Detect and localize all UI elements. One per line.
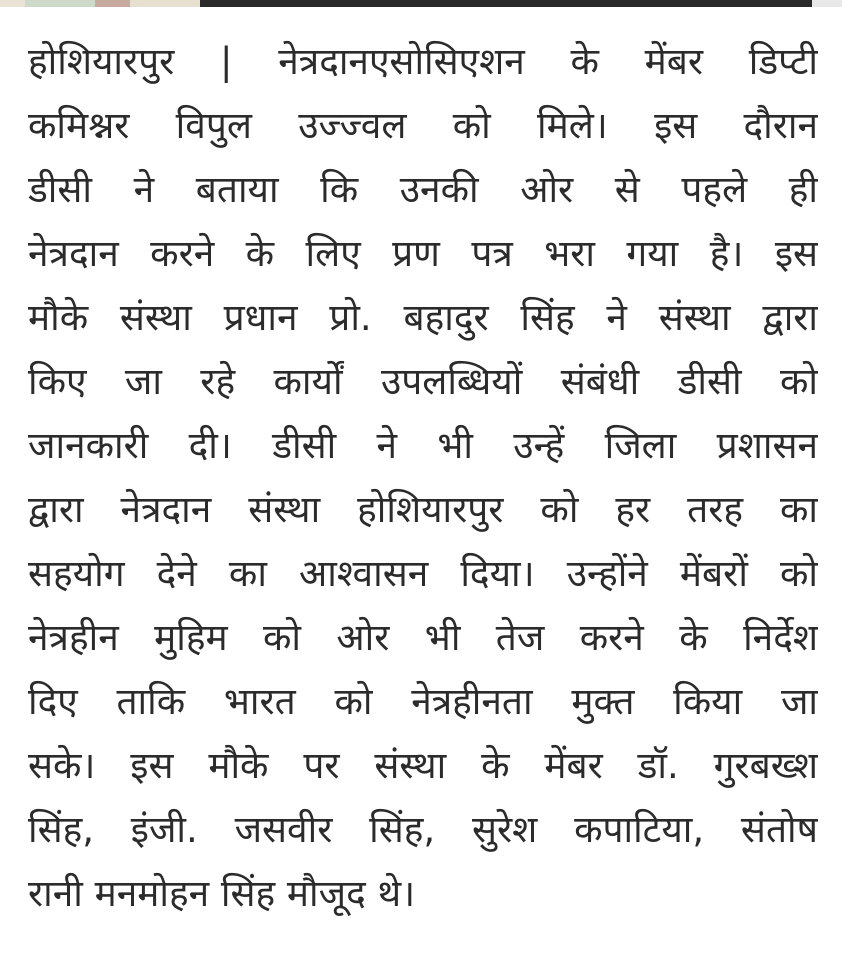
article-line: जानकारी दी। डीसी ने भी उन्हें जिला प्रशासन bbox=[28, 424, 818, 467]
article-line-last: रानी मनमोहन सिंह मौजूद थे। bbox=[28, 872, 416, 915]
top-edge-segment bbox=[200, 0, 812, 7]
article-line: द्वारा नेत्रदान संस्था होशियारपुर को हर तरह का bbox=[28, 488, 818, 531]
top-edge-segment bbox=[0, 0, 25, 7]
top-edge-segment bbox=[130, 0, 200, 7]
article-line: सके। इस मौके पर संस्था के मेंबर डॉ. गुरबख्श bbox=[28, 744, 818, 787]
article-line: मौके संस्था प्रधान प्रो. बहादुर सिंह ने संस्था द्वारा bbox=[28, 296, 818, 339]
article-line: नेत्रहीन मुहिम को ओर भी तेज करने के निर्देश bbox=[28, 616, 818, 659]
article-line: दिए ताकि भारत को नेत्रहीनता मुक्त किया जा bbox=[28, 680, 818, 723]
article-line: नेत्रदान करने के लिए प्रण पत्र भरा गया है। इस bbox=[28, 232, 818, 275]
article-line: सिंह, इंजी. जसवीर सिंह, सुरेश कपाटिया, संतोष bbox=[28, 808, 818, 851]
article-line: कमिश्नर विपुल उज्ज्वल को मिले। इस दौरान bbox=[28, 104, 818, 147]
news-article-body bbox=[28, 30, 818, 926]
top-edge-segment bbox=[812, 0, 842, 7]
newspaper-top-edge-strip bbox=[0, 0, 842, 7]
article-line: डीसी ने बताया कि उनकी ओर से पहले ही bbox=[28, 168, 818, 211]
top-edge-segment bbox=[95, 0, 130, 7]
article-line: होशियारपुर | नेत्रदानएसोसिएशन के मेंबर डिप्टी bbox=[28, 40, 818, 83]
article-line: किए जा रहे कार्यों उपलब्धियों संबंधी डीसी को bbox=[28, 360, 818, 403]
article-line: सहयोग देने का आश्वासन दिया। उन्होंने मेंबरों को bbox=[28, 552, 818, 595]
top-edge-segment bbox=[25, 0, 95, 7]
